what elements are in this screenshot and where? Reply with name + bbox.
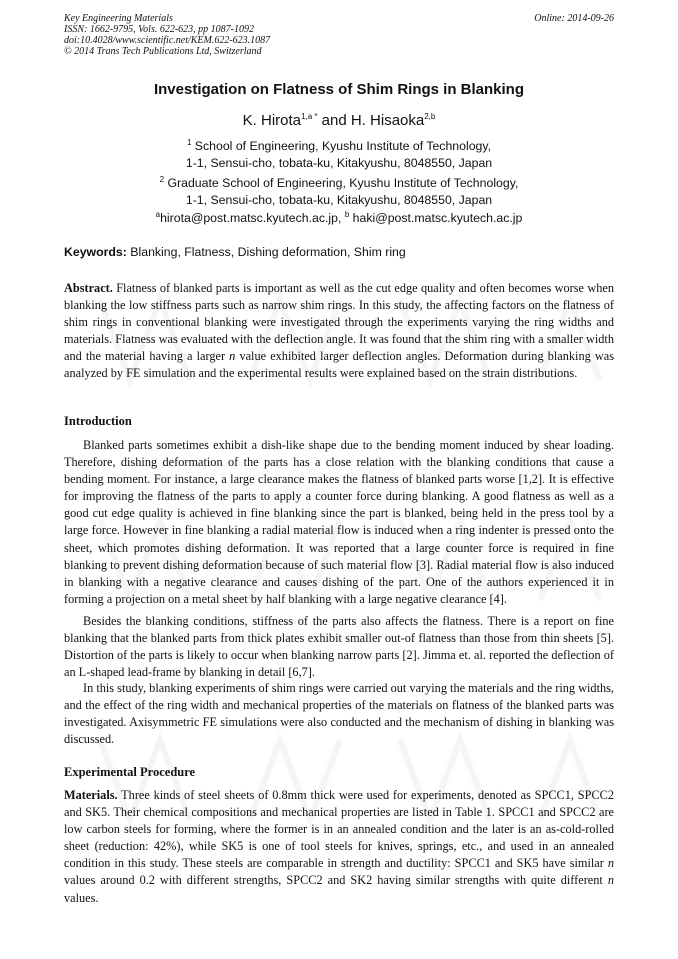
email-b[interactable]: haki@post.matsc.kyutech.ac.jp	[349, 211, 523, 225]
experimental-heading: Experimental Procedure	[64, 765, 196, 779]
affiliation-1-line2: 1-1, Sensui-cho, tobata-ku, Kitakyushu, 8048550, Japan	[185, 156, 493, 170]
materials-n-symbol-1: n	[607, 856, 614, 871]
journal-name: Key Engineering Materials	[64, 13, 173, 24]
abstract-text-2: value exhibited larger deflection angles. Deformation during blanking was analyzed by FE simulation and the experimental results were explained based on the strain distributions.	[64, 349, 614, 381]
introduction-paragraph-2: Besides the blanking conditions, stiffness of the parts also affects the flatness. There is a report on fine blanking that the blanked parts from thick plates exhibit smaller out-of flatness than those from thin sheets [5]. Distortion of the parts is likely to occur when blanking narrow parts [2]. Jimma et. al. reported the deflection of an L-shaped lead-frame by blanking in detail [6,7].	[64, 614, 614, 680]
journal-header	[64, 13, 270, 57]
abstract-text-1: Flatness of blanked parts is important as well as the cut edge quality and often becomes worse when blanking the low stiffness parts such as narrow shim rings. In this study, the affecting factors on the flatness of shim rings in conventional blanking were investigated through the experiments varying the ring widths and materials. Flatness was evaluated with the deflection angle. It was found that the shim ring with a smaller width and the material having a larger	[64, 281, 614, 364]
affiliation-1	[0, 138, 678, 172]
author-2-sup: 2,b	[424, 112, 436, 121]
materials-paragraph	[64, 787, 614, 907]
issn-line: ISSN: 1662-9795, Vols. 622-623, pp 1087-1092	[64, 24, 254, 35]
abstract-label: Abstract.	[64, 281, 113, 295]
author-2: H. Hisaoka	[350, 112, 425, 129]
author-1-sup: 1,a *	[301, 112, 318, 121]
introduction-paragraph-1: Blanked parts sometimes exhibit a dish-like shape due to the bending moment induced by shear loading. Therefore, dishing deformation of the parts has a close relation with the blanking conditions that cause a bending moment. For instance, a large clearance makes the flatness of blanked parts worse [1,2]. It is effective for improving the flatness of the parts to apply a counter force during blanking. A good flatness as well as a good cut edge quality is achieved in fine blanking since the part is blanked, being held in the press tool by a large force. However in fine blanking a radial material flow is induced when a ring indenter is pressed onto the sheet, which promotes dishing deformation. It was reported that a large counter force is required in fine blanking to prevent dishing deformation because of such material flow [3]. Radial material flow is also induced in blanking with a negative clearance and causes dishing of the part. One of the authors experienced it in forming a projection on a metal sheet by half blanking with a large negative clearance [4].	[64, 438, 614, 606]
keywords-text: Blanking, Flatness, Dishing deformation, Shim ring	[126, 245, 406, 259]
affiliation-2-sup: 2	[159, 174, 165, 184]
online-date: Online: 2014-09-26	[534, 13, 614, 24]
materials-label: Materials.	[64, 788, 118, 802]
materials-n-symbol-2: n	[607, 873, 614, 888]
affiliation-2	[0, 175, 678, 209]
materials-text-3: values.	[64, 890, 99, 905]
author-1: K. Hirota	[242, 112, 302, 129]
keywords-label: Keywords:	[64, 245, 127, 259]
doi-line: doi:10.4028/www.scientific.net/KEM.622-623.1087	[64, 35, 271, 46]
email-b-sup: b	[344, 209, 350, 219]
introduction-heading: Introduction	[64, 414, 132, 428]
affiliation-2-line2: 1-1, Sensui-cho, tobata-ku, Kitakyushu, 8048550, Japan	[185, 193, 493, 207]
materials-text-2: values around 0.2 with different strengths, SPCC2 and SK2 having similar strengths with quite different	[64, 873, 608, 888]
affiliation-1-sup: 1	[186, 137, 192, 147]
author-line	[0, 112, 678, 129]
author-conjunction: and	[317, 112, 351, 129]
email-a[interactable]: hirota@post.matsc.kyutech.ac.jp,	[160, 211, 342, 225]
paper-title: Investigation on Flatness of Shim Rings in Blanking	[153, 81, 525, 98]
email-line	[0, 210, 678, 227]
affiliation-2-line1: Graduate School of Engineering, Kyushu Institute of Technology,	[164, 176, 519, 190]
keywords-line	[64, 245, 406, 259]
materials-text-1: Three kinds of steel sheets of 0.8mm thick were used for experiments, denoted as SPCC1, SPCC2 and SK5. Their chemical compositions and mechanical properties are listed in Table 1. SPCC1 and SPCC2 are low carbon steels for forming, where the former is in an annealed condition and the later is an as-cold-rolled sheet (reduction: 42%), while SK5 is one of tool steels for knives, springs, etc., and used in an annealed condition in this study. These steels are comparable in strength and ductility: SPCC1 and SK5 have similar	[64, 788, 614, 871]
introduction-paragraph-3: In this study, blanking experiments of shim rings were carried out varying the materials and the ring widths, and the effect of the ring width and mechanical properties of the materials on flatness of the blanked parts was investigated. Axisymmetric FE simulations were also conducted and the mechanism of dishing in blanking was discussed.	[64, 681, 614, 747]
email-a-sup: a	[155, 209, 161, 219]
copyright-line: © 2014 Trans Tech Publications Ltd, Switzerland	[64, 46, 262, 57]
abstract-n-symbol: n	[229, 349, 236, 364]
abstract-paragraph	[64, 280, 614, 383]
affiliation-1-line1: School of Engineering, Kyushu Institute of Technology,	[191, 139, 492, 153]
